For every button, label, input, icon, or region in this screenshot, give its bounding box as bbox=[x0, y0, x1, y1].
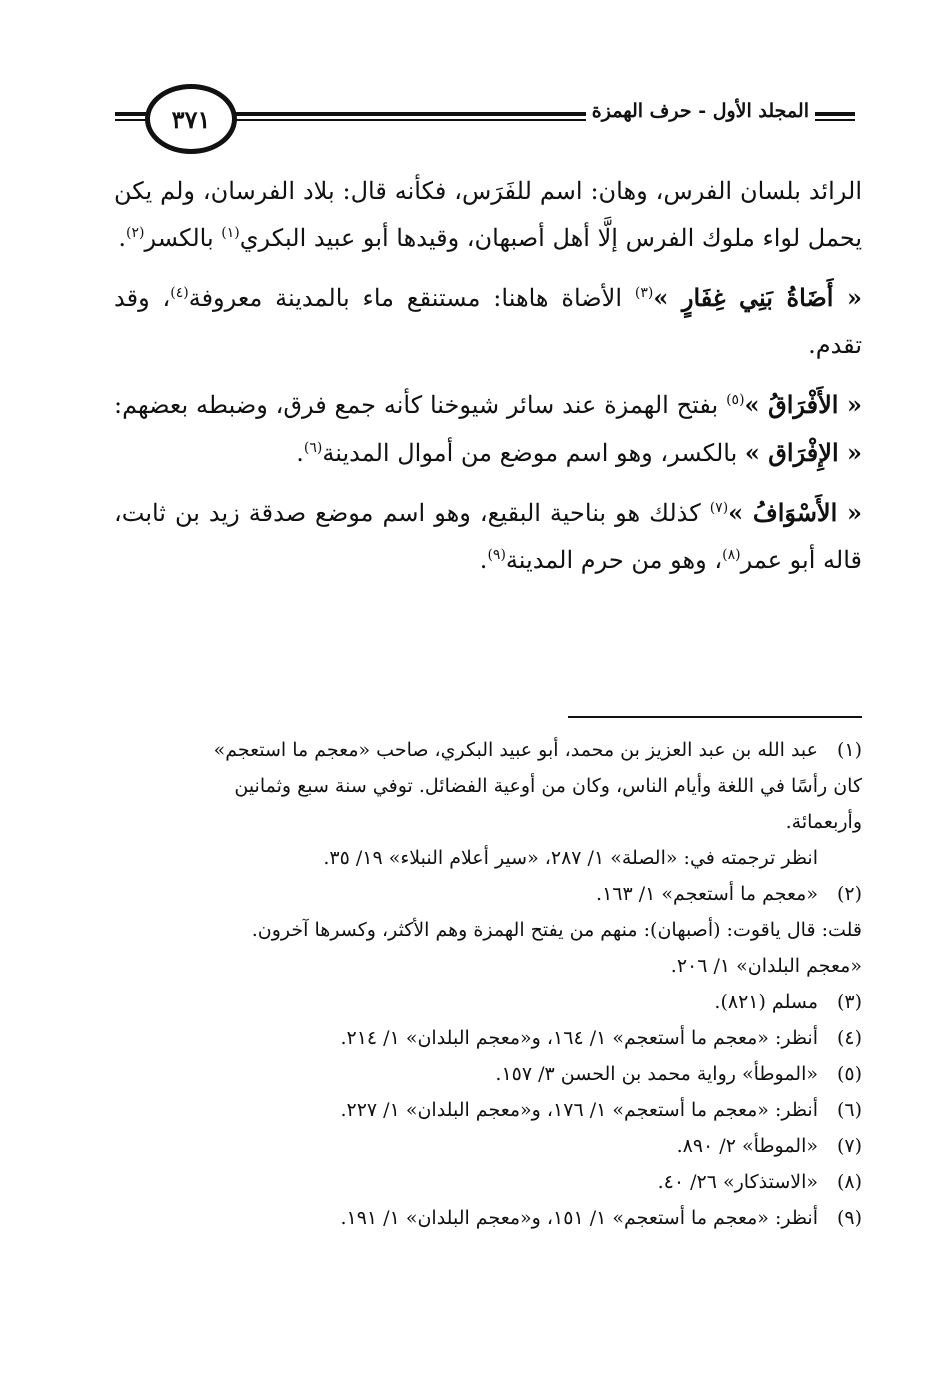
footnote-text: وأربعمائة. bbox=[785, 811, 862, 833]
footnote-text: أنظر: «معجم ما أستعجم» ١/ ١٧٦، و«معجم البلدان» ١/ ٢٢٧. bbox=[340, 1099, 818, 1121]
footnote-text: مسلم (٨٢١). bbox=[714, 991, 818, 1013]
footnote-text: قلت: قال ياقوت: (أصبهان): منهم من يفتح الهمزة وهم الأكثر، وكسرها آخرون. bbox=[251, 919, 862, 941]
footnote-text: انظر ترجمته في: «الصلة» ١/ ٢٨٧، «سير أعلام النبلاء» ١٩/ ٣٥. bbox=[323, 847, 818, 869]
header-rule-left bbox=[115, 112, 147, 121]
main-text bbox=[114, 168, 862, 596]
paragraph-4 bbox=[114, 489, 862, 584]
footnote-ref: (٩) bbox=[487, 547, 506, 563]
footnote-number: (٢) bbox=[836, 883, 862, 905]
footnote-text: أنظر: «معجم ما أستعجم» ١/ ١٥١، و«معجم البلدان» ١/ ١٩١. bbox=[340, 1207, 818, 1229]
footnote-text: «معجم ما أستعجم» ١/ ١٦٣. bbox=[596, 883, 818, 905]
paragraph-text: . bbox=[296, 439, 304, 467]
footnote-1 bbox=[114, 732, 862, 768]
footnote-ref: (٦) bbox=[303, 440, 323, 456]
paragraph-text: . bbox=[118, 224, 126, 252]
footnote-ref: (٥) bbox=[726, 392, 745, 408]
footnote-5 bbox=[114, 1056, 862, 1092]
paragraph-text: بالكسر bbox=[144, 224, 222, 252]
footnote-8 bbox=[114, 1164, 862, 1200]
footnote-number: (٥) bbox=[836, 1063, 862, 1085]
footnote-3 bbox=[114, 984, 862, 1020]
paragraph-text: . bbox=[479, 546, 488, 574]
paragraph-text: كذلك هو بناحية البقيع، وهو اسم موضع صدقة زيد بن ثابت، قاله أبو عمر bbox=[114, 499, 862, 574]
footnote-ref: (٢) bbox=[125, 225, 145, 241]
paragraph-text: الرائد بلسان الفرس، وهان: اسم للفَرَس، فكأنه قال: بلاد الفرسان، ولم يكن يحمل لواء ملوك الفرس إلَّا أهل أصبهان، وقيدها أبو عبيد البكري bbox=[114, 177, 863, 252]
footnote-number: (٤) bbox=[836, 1027, 862, 1049]
footnote-separator bbox=[568, 716, 862, 718]
footnote-6 bbox=[114, 1092, 862, 1128]
footnote-number: (٣) bbox=[836, 991, 862, 1013]
paragraph-text: ، وقد تقدم. bbox=[114, 284, 862, 359]
footnote-9 bbox=[114, 1200, 862, 1236]
paragraph-text: بفتح الهمزة عند سائر شيوخنا كأنه جمع فرق، وضبطه بعضهم: bbox=[114, 391, 727, 419]
footnote-ref: (٣) bbox=[634, 285, 654, 301]
footnote-ref: (٤) bbox=[170, 285, 189, 301]
footnote-number: (٧) bbox=[836, 1135, 862, 1157]
footnote-ref: (٧) bbox=[709, 500, 729, 516]
footnote-number: (١) bbox=[836, 739, 862, 761]
running-title: المجلد الأول - حرف الهمزة bbox=[586, 100, 815, 122]
footnote-text: «الموطأ» رواية محمد بن الحسن ٣/ ١٥٧. bbox=[495, 1063, 818, 1085]
footnote-2 bbox=[114, 876, 862, 912]
footnote-text: «الاستذكار» ٢٦/ ٤٠. bbox=[657, 1171, 818, 1193]
footnote-text: «الموطأ» ٢/ ٨٩٠. bbox=[676, 1135, 818, 1157]
header-rule-middle bbox=[233, 112, 625, 121]
footnote-number: (٨) bbox=[836, 1171, 862, 1193]
page-header bbox=[115, 78, 855, 164]
footnote-text: كان رأسًا في اللغة وأيام الناس، وكان من أوعية الفضائل. توفي سنة سبع وثمانين bbox=[234, 775, 862, 797]
paragraph-text: ، وهو من حرم المدينة bbox=[505, 546, 723, 574]
footnote-ref: (٨) bbox=[722, 547, 741, 563]
entry-term: « الأَفْرَاقُ » bbox=[744, 390, 863, 419]
footnote-text: عبد الله بن عبد العزيز بن محمد، أبو عبيد البكري، صاحب «معجم ما استعجم» bbox=[213, 739, 818, 761]
paragraph-1 bbox=[114, 168, 862, 262]
footnote-7 bbox=[114, 1128, 862, 1164]
footnote-text: أنظر: «معجم ما أستعجم» ١/ ١٦٤، و«معجم البلدان» ١/ ٢١٤. bbox=[340, 1027, 818, 1049]
page-number: ٣٧١ bbox=[145, 84, 237, 154]
footnote-ref: (١) bbox=[221, 225, 240, 241]
paragraph-text: الأضاة هاهنا: مستنقع ماء بالمدينة معروفة bbox=[188, 284, 635, 312]
footnote-number: (٩) bbox=[836, 1207, 862, 1229]
paragraph-3 bbox=[114, 381, 862, 477]
entry-term: « الأَسْوَافُ » bbox=[728, 498, 862, 527]
entry-term: « أَضَاةُ بَنِي غِفَارٍ » bbox=[653, 283, 862, 312]
footnote-4 bbox=[114, 1020, 862, 1056]
entry-term: « الإِفْرَاق » bbox=[744, 438, 862, 467]
paragraph-text: بالكسر، وهو اسم موضع من أموال المدينة bbox=[322, 439, 745, 467]
footnote-text: «معجم البلدان» ١/ ٢٠٦. bbox=[670, 955, 862, 977]
paragraph-2 bbox=[114, 274, 862, 369]
footnotes bbox=[114, 732, 862, 1236]
footnote-number: (٦) bbox=[836, 1099, 862, 1121]
